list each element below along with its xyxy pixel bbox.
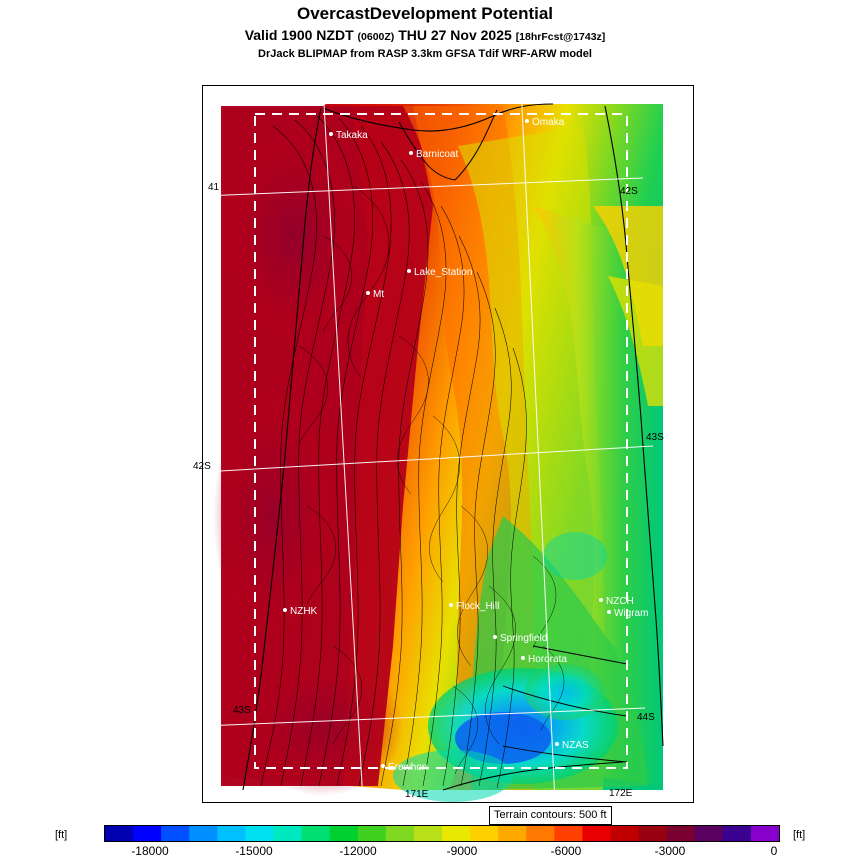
place-label-hororata: Hororata <box>521 655 567 665</box>
place-dot-icon <box>525 119 529 123</box>
place-label-wigram: Wigram <box>607 609 648 619</box>
grid-label-44s-e: 44S <box>637 712 655 723</box>
colorbar-tick-2: -12000 <box>339 844 377 858</box>
colorbar-unit-right: [ft] <box>793 829 806 841</box>
title-block <box>0 4 850 62</box>
colorbar-tick-4: -6000 <box>550 844 582 858</box>
place-label-lake-station: Lake_Station <box>407 268 472 278</box>
place-dot-icon <box>366 291 370 295</box>
place-label-takaka: Takaka <box>329 131 368 141</box>
place-label-erewhon: Erewhon <box>381 763 427 773</box>
place-label-nzas: NZAS <box>555 741 589 751</box>
place-label-springfield: Springfield <box>493 634 547 644</box>
colorbar-tick-1: -15000 <box>235 844 273 858</box>
place-label-barnicoat: Barnicoat <box>409 150 458 160</box>
colorbar-ticks <box>104 844 780 860</box>
grid-label-171e: 171E <box>405 789 429 800</box>
forecast-hour: [18hrFcst@1743z] <box>515 31 606 43</box>
place-dot-icon <box>449 603 453 607</box>
place-label-nzhk: NZHK <box>283 607 317 617</box>
place-label-nzch: NZCH <box>599 597 634 607</box>
page-title: OvercastDevelopment Potential <box>296 4 554 23</box>
place-dot-icon <box>381 764 385 768</box>
grid-label-173e: 3E <box>335 90 348 101</box>
place-label-omaka: Omaka <box>525 118 564 128</box>
valid-time-utc: (0600Z) <box>357 31 395 43</box>
place-dot-icon <box>607 610 611 614</box>
grid-label-41s-outside: 41 <box>208 182 220 193</box>
model-line: DrJack BLIPMAP from RASP 3.3km GFSA Tdif WRF-ARW model <box>258 48 592 60</box>
terrain-contour-note: Terrain contours: 500 ft <box>489 806 612 825</box>
place-dot-icon <box>409 151 413 155</box>
place-dot-icon <box>283 608 287 612</box>
place-dot-icon <box>599 598 603 602</box>
place-label-flock-hill: Flock_Hill <box>449 602 499 612</box>
colorbar-section <box>0 823 850 860</box>
colorbar-tick-0: -18000 <box>131 844 169 858</box>
map-frame[interactable] <box>202 85 694 803</box>
place-dot-icon <box>329 132 333 136</box>
place-dot-icon <box>521 656 525 660</box>
valid-time-line <box>0 26 850 46</box>
grid-label-42s-outside: 42S <box>193 461 211 472</box>
grid-label-43s-e: 43S <box>646 432 664 443</box>
place-dot-icon <box>407 269 411 273</box>
grid-label-174e: 174E <box>523 90 547 101</box>
colorbar-unit-left: [ft] <box>55 829 68 841</box>
place-dot-icon <box>555 742 559 746</box>
grid-label-172e: 172E <box>609 788 633 799</box>
place-dot-icon <box>493 635 497 639</box>
colorbar-tick-3: -9000 <box>446 844 478 858</box>
valid-date: THU 27 Nov 2025 <box>398 27 512 43</box>
place-label-mt: Mt <box>366 290 384 300</box>
colorbar <box>104 825 780 842</box>
map-canvas <box>203 86 693 802</box>
colorbar-tick-5: -3000 <box>654 844 686 858</box>
colorbar-tick-6: 0 <box>770 844 778 858</box>
grid-label-43s-w: 43S <box>233 705 251 716</box>
grid-label-42s-ne: 42S <box>620 186 638 197</box>
valid-time: Valid 1900 NZDT <box>244 27 354 43</box>
colorbar-swatches <box>105 826 779 841</box>
